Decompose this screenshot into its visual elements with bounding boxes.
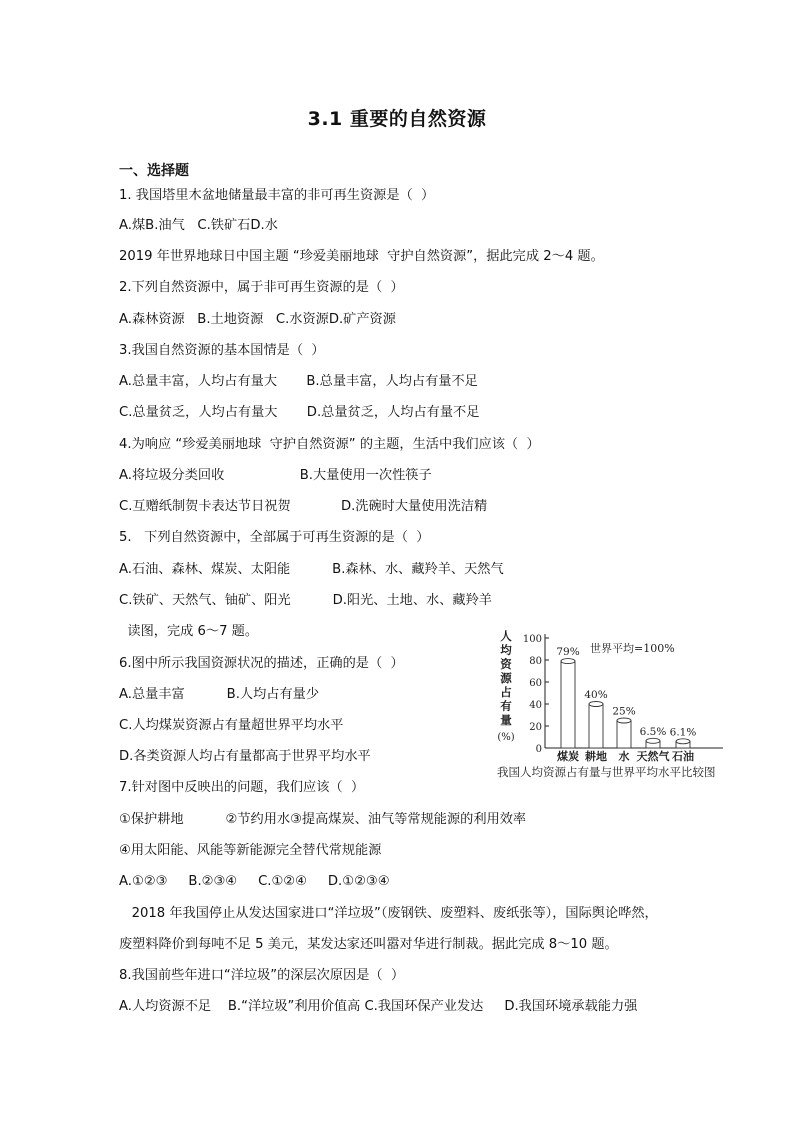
chart-bar-group: [612, 706, 635, 764]
text-line: 4.为响应 “珍爱美丽地球 守护自然资源” 的主题，生活中我们应该（ ）: [119, 437, 540, 452]
text-line: ④用太阳能、风能等新能源完全替代常规能源: [119, 843, 382, 858]
chart-ytick-label: 0: [535, 744, 542, 755]
chart-annotation: 世界平均=100%: [590, 642, 675, 655]
chart-ylabel-char: 人: [500, 629, 512, 643]
chart-category-label: 天然气: [636, 750, 670, 763]
text-line: A.①②③ B.②③④ C.①②④ D.①②③④: [119, 874, 390, 889]
text-line: D.各类资源人均占有量都高于世界平均水平: [119, 749, 371, 764]
chart-bar-group: [584, 689, 607, 763]
chart-category-label: 水: [618, 750, 630, 763]
chart-ytick-label: 60: [529, 678, 542, 689]
chart-category-label: 耕地: [585, 750, 607, 763]
text-line: 5. 下列自然资源中，全部属于可再生资源的是（ ）: [119, 530, 430, 545]
text-line: C.互赠纸制贺卡表达节日祝贺 D.洗碗时大量使用洗洁精: [119, 499, 488, 514]
chart-bar-group: [556, 646, 579, 763]
chart-ytick-label: 20: [529, 722, 542, 733]
text-line: 废塑料降价到每吨不足 5 美元，某发达家还叫嚣对华进行制裁。据此完成 8～10 题。: [119, 937, 618, 952]
text-line: A.森林资源 B.土地资源 C.水资源D.矿产资源: [119, 312, 396, 327]
text-line: 3.我国自然资源的基本国情是（ ）: [119, 343, 325, 358]
chart-ytick-label: 100: [522, 634, 542, 645]
text-line: C.铁矿、天然气、铀矿、阳光 D.阳光、土地、水、藏羚羊: [119, 593, 492, 608]
chart-ytick-label: 40: [529, 700, 542, 711]
text-line: C.总量贫乏，人均占有量大 D.总量贫乏，人均占有量不足: [119, 405, 480, 420]
text-line: 7.针对图中反映出的问题，我们应该（ ）: [119, 780, 365, 795]
text-line: C.人均煤炭资源占有量超世界平均水平: [119, 718, 344, 733]
page-title: 3.1 重要的自然资源: [307, 108, 487, 130]
chart-bar-top: [646, 738, 660, 743]
chart-bar-top: [617, 718, 631, 723]
chart-value-label: 6.5%: [639, 725, 667, 738]
chart-value-label: 40%: [584, 689, 608, 701]
text-line: A.煤B.油气 C.铁矿石D.水: [119, 218, 278, 233]
text-line: A.总量丰富 B.人均占有量少: [119, 687, 320, 702]
text-line: 2018 年我国停止从发达国家进口“洋垃圾”（废钢铁、废塑料、废纸张等），国际舆论哗然，: [119, 906, 658, 921]
chart-ylabel-char: 资: [500, 657, 512, 671]
text-line: A.石油、森林、煤炭、太阳能 B.森林、水、藏羚羊、天然气: [119, 562, 504, 577]
text-line: 8.我国前些年进口“洋垃圾”的深层次原因是（ ）: [119, 968, 405, 983]
text-line: A.人均资源不足 B.“洋垃圾”利用价值高 C.我国环保产业发达 D.我国环境承载能力强: [119, 999, 638, 1014]
chart-bar-group: [637, 726, 671, 763]
resource-bar-chart: [495, 624, 745, 784]
chart-bar-top: [676, 739, 690, 744]
text-line: A.总量丰富，人均占有量大 B.总量丰富，人均占有量不足: [119, 374, 478, 389]
chart-caption: 我国人均资源占有量与世界平均水平比较图: [497, 765, 716, 779]
chart-bar-top: [561, 659, 575, 664]
text-line: A.将垃圾分类回收 B.大量使用一次性筷子: [119, 468, 432, 483]
chart-bar: [617, 721, 631, 749]
section-heading: 一、选择题: [119, 163, 189, 179]
chart-bar-group: [670, 726, 697, 763]
chart-category-label: 石油: [672, 750, 694, 763]
chart-value-label: 25%: [612, 705, 636, 718]
text-line: 6.图中所示我国资源状况的描述，正确的是（ ）: [119, 656, 404, 671]
chart-bar: [561, 661, 575, 748]
chart-ylabel-char: 均: [500, 643, 512, 657]
text-line: 读图，完成 6～7 题。: [119, 624, 259, 639]
chart-ylabel-char: 源: [500, 671, 512, 685]
text-line: ①保护耕地 ②节约用水③提高煤炭、油气等常规能源的利用效率: [119, 812, 527, 827]
chart-value-label: 6.1%: [669, 726, 697, 739]
chart-bars: [556, 646, 696, 763]
text-line: 2019 年世界地球日中国主题 “珍爱美丽地球 守护自然资源”，据此完成 2～4 题。: [119, 249, 604, 264]
chart-bar: [589, 704, 603, 748]
chart-category-label: 煤炭: [557, 750, 579, 763]
chart-bar-top: [589, 702, 603, 707]
text-line: 2.下列自然资源中，属于非可再生资源的是（ ）: [119, 280, 404, 295]
chart-ylabel-unit: (%): [497, 732, 515, 743]
chart-ylabel-char: 有: [500, 699, 512, 713]
chart-value-label: 79%: [556, 646, 580, 659]
text-line: 1. 我国塔里木盆地储量最丰富的非可再生资源是（ ）: [119, 188, 435, 203]
chart-ylabel-char: 占: [500, 685, 512, 699]
chart-ytick-label: 80: [529, 656, 542, 667]
chart-ylabel-char: 量: [500, 713, 512, 727]
chart-ylabel: [497, 629, 514, 743]
